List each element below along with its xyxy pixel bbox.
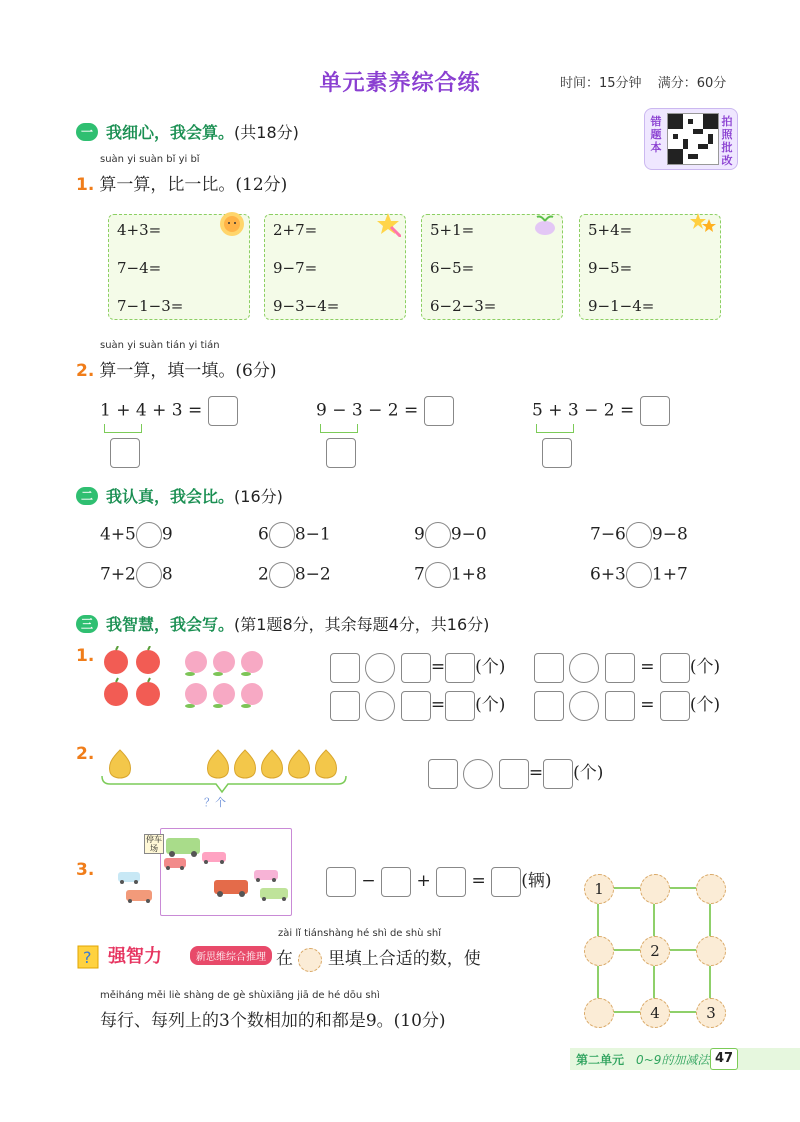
star-icon xyxy=(375,211,401,237)
compare-item xyxy=(100,522,173,548)
grid-node[interactable] xyxy=(696,936,726,966)
answer-box[interactable] xyxy=(436,867,466,897)
answer-box[interactable] xyxy=(208,396,238,426)
s3-q1-number: 1. xyxy=(76,646,95,666)
section2-header xyxy=(76,484,283,507)
equation-row: = (个) xyxy=(534,652,720,683)
calc-line: 6−5= xyxy=(430,259,475,277)
answer-box[interactable] xyxy=(326,867,356,897)
unit-label: (个) xyxy=(689,657,721,677)
q2-number: 2. xyxy=(76,361,95,381)
unknown-count-label: ？个 xyxy=(204,796,226,809)
apple-icon xyxy=(136,678,160,706)
pears-picture xyxy=(100,744,352,796)
compare-circle[interactable] xyxy=(626,522,652,548)
car-icon xyxy=(214,880,248,897)
grid-node[interactable]: 3 xyxy=(696,998,726,1028)
svg-text:?: ? xyxy=(83,948,92,967)
qr-right-text: 拍照批改 xyxy=(721,115,733,167)
compare-circle[interactable] xyxy=(269,562,295,588)
compare-item xyxy=(258,522,331,548)
expr-text: 1 + 4 + 3 = xyxy=(100,400,203,421)
q2-heading xyxy=(76,356,276,381)
compare-right: 9−8 xyxy=(651,524,688,545)
q1-heading xyxy=(76,170,287,195)
sun-icon xyxy=(219,211,245,237)
answer-box[interactable] xyxy=(428,759,458,789)
compare-right: 1+8 xyxy=(450,564,487,585)
compare-item xyxy=(414,562,487,588)
answer-box[interactable] xyxy=(534,653,564,683)
calc-line: 9−7= xyxy=(273,259,318,277)
apple-icon xyxy=(104,646,128,674)
equation-row: − + = (辆) xyxy=(326,866,551,897)
section2-points: (16分) xyxy=(234,487,283,506)
answer-box[interactable] xyxy=(445,653,475,683)
parking-sign: 停车场 xyxy=(146,835,162,853)
compare-left: 6+3 xyxy=(590,564,626,585)
compare-item xyxy=(590,562,688,588)
grid-node[interactable] xyxy=(696,874,726,904)
unit-label: (个) xyxy=(689,695,721,715)
compare-item xyxy=(590,522,688,548)
footer-unit: 第二单元 xyxy=(576,1053,625,1067)
stars-icon xyxy=(690,211,716,237)
page-footer xyxy=(570,1048,800,1070)
answer-box[interactable] xyxy=(660,691,690,721)
q2-text: 算一算，填一填。(6分) xyxy=(99,361,277,381)
calc-line: 5+4= xyxy=(588,221,633,239)
answer-box[interactable] xyxy=(605,691,635,721)
time-limit: 时间：15分钟 xyxy=(560,76,642,91)
calc-card-2 xyxy=(264,214,406,320)
q2-pinyin: suàn yi suàn tián yi tián xyxy=(100,340,220,351)
section1-header xyxy=(76,120,299,143)
answer-box[interactable] xyxy=(401,691,431,721)
section1-number: 一 xyxy=(76,123,98,141)
unit-label: (辆) xyxy=(521,871,552,891)
grid-node[interactable]: 1 xyxy=(584,874,614,904)
calc-card-3 xyxy=(421,214,563,320)
compare-circle[interactable] xyxy=(425,522,451,548)
equation-row: = (个) xyxy=(330,690,505,721)
operator-circle[interactable] xyxy=(569,691,599,721)
total-score: 满分：60分 xyxy=(657,76,727,91)
s3-q2-number: 2. xyxy=(76,744,95,764)
compare-circle[interactable] xyxy=(136,562,162,588)
compare-right: 8 xyxy=(161,564,173,585)
grid-node[interactable] xyxy=(584,936,614,966)
parking-lot-picture xyxy=(112,828,296,916)
q1-pinyin: suàn yi suàn bǐ yi bǐ xyxy=(100,154,200,165)
fill-expr-2 xyxy=(316,396,454,426)
compare-circle[interactable] xyxy=(626,562,652,588)
compare-left: 6 xyxy=(258,524,269,545)
fill-expr-3 xyxy=(532,396,670,426)
compare-left: 4+5 xyxy=(100,524,136,545)
grid-node[interactable] xyxy=(584,998,614,1028)
section2-number: 二 xyxy=(76,487,98,505)
page-title: 单元素养综合练 xyxy=(319,71,481,96)
answer-box[interactable] xyxy=(491,867,521,897)
section1-title: 我细心，我会算。 xyxy=(106,123,235,142)
calc-line: 7−1−3= xyxy=(117,297,184,315)
footer-topic: 0~9的加减法 xyxy=(636,1053,710,1067)
challenge-text-2: 每行、每列上的3个数相加的和都是9。(10分) xyxy=(100,1011,446,1031)
compare-right: 9 xyxy=(161,524,173,545)
expr-text: 9 − 3 − 2 = xyxy=(316,400,419,421)
challenge-pinyin-1: zài lǐ tiánshàng hé shì de shù shǐ xyxy=(278,928,442,939)
calc-line: 9−1−4= xyxy=(588,297,655,315)
answer-box[interactable] xyxy=(330,653,360,683)
s3-q3-number: 3. xyxy=(76,860,95,880)
q1-text: 算一算，比一比。(12分) xyxy=(99,175,288,195)
grid-node[interactable] xyxy=(640,874,670,904)
challenge-badge-text: 强智力 xyxy=(108,946,162,967)
operator-circle[interactable] xyxy=(463,759,493,789)
answer-box[interactable] xyxy=(330,691,360,721)
compare-left: 2 xyxy=(258,564,269,585)
car-icon xyxy=(202,852,226,864)
compare-circle[interactable] xyxy=(269,522,295,548)
equation-row: = (个) xyxy=(534,690,720,721)
grid-node[interactable]: 4 xyxy=(640,998,670,1028)
calc-line: 2+7= xyxy=(273,221,318,239)
section3-title: 我智慧，我会写。 xyxy=(106,615,235,634)
compare-right: 1+7 xyxy=(651,564,688,585)
compare-right: 9−0 xyxy=(450,524,487,545)
answer-box[interactable] xyxy=(381,867,411,897)
question-cube-icon xyxy=(76,940,104,970)
compare-left: 7+2 xyxy=(100,564,136,585)
apple-icon xyxy=(104,678,128,706)
section1-points: (共18分) xyxy=(234,123,299,142)
answer-box[interactable] xyxy=(542,438,572,468)
compare-item xyxy=(258,562,331,588)
unit-label: (个) xyxy=(573,763,604,783)
expr-text: 5 + 3 − 2 = xyxy=(532,400,635,421)
car-icon xyxy=(166,838,200,857)
sprout-icon xyxy=(532,211,558,237)
page-number: 47 xyxy=(710,1048,738,1070)
compare-circle[interactable] xyxy=(425,562,451,588)
unit-label: (个) xyxy=(475,657,506,677)
car-icon xyxy=(260,888,288,901)
compare-circle[interactable] xyxy=(136,522,162,548)
answer-box[interactable] xyxy=(605,653,635,683)
answer-box[interactable] xyxy=(499,759,529,789)
operator-circle[interactable] xyxy=(365,691,395,721)
bracket xyxy=(320,424,358,433)
operator-circle[interactable] xyxy=(569,653,599,683)
answer-box[interactable] xyxy=(543,759,573,789)
compare-left: 7−6 xyxy=(590,524,626,545)
compare-right: 8−1 xyxy=(294,524,331,545)
calc-card-1 xyxy=(108,214,250,320)
answer-box[interactable] xyxy=(445,691,475,721)
car-icon xyxy=(118,872,140,884)
calc-line: 9−5= xyxy=(588,259,633,277)
challenge-text-part: 里填上合适的数，使 xyxy=(327,949,481,969)
exam-meta xyxy=(560,72,738,91)
apples-peaches-picture xyxy=(100,646,270,712)
qr-left-text: 错题本 xyxy=(650,115,662,154)
answer-box[interactable] xyxy=(326,438,356,468)
challenge-text-1 xyxy=(276,944,481,972)
qr-panel[interactable] xyxy=(644,108,738,170)
answer-box[interactable] xyxy=(640,396,670,426)
answer-box[interactable] xyxy=(401,653,431,683)
answer-box[interactable] xyxy=(424,396,454,426)
calc-line: 9−3−4= xyxy=(273,297,340,315)
section3-header xyxy=(76,612,489,635)
compare-right: 8−2 xyxy=(294,564,331,585)
dashed-circle-icon xyxy=(298,948,322,972)
challenge-badge xyxy=(76,940,162,970)
bracket xyxy=(536,424,574,433)
calc-line: 5+1= xyxy=(430,221,475,239)
equation-row: = (个) xyxy=(330,652,505,683)
section3-number: 三 xyxy=(76,615,98,633)
compare-item xyxy=(100,562,173,588)
fill-expr-1 xyxy=(100,396,238,426)
compare-left: 7 xyxy=(414,564,425,585)
q1-number: 1. xyxy=(76,175,95,195)
challenge-text-part: 在 xyxy=(276,949,293,969)
section3-points: (第1题8分，其余每题4分，共16分) xyxy=(234,615,490,634)
section2-title: 我认真，我会比。 xyxy=(106,487,235,506)
challenge-tag: 新思维综合推理 xyxy=(190,946,272,965)
car-icon xyxy=(254,870,278,882)
compare-item xyxy=(414,522,487,548)
answer-box[interactable] xyxy=(110,438,140,468)
equation-row: = (个) xyxy=(428,758,603,789)
car-icon xyxy=(126,890,152,903)
compare-left: 9 xyxy=(414,524,425,545)
car-icon xyxy=(164,858,186,870)
calc-card-4 xyxy=(579,214,721,320)
bracket xyxy=(104,424,142,433)
answer-box[interactable] xyxy=(660,653,690,683)
calc-line: 4+3= xyxy=(117,221,162,239)
operator-circle[interactable] xyxy=(365,653,395,683)
grid-node[interactable]: 2 xyxy=(640,936,670,966)
answer-box[interactable] xyxy=(534,691,564,721)
unit-label: (个) xyxy=(475,695,506,715)
qr-code-icon[interactable] xyxy=(667,113,719,165)
apple-icon xyxy=(136,646,160,674)
challenge-pinyin-2: měiháng měi liè shàng de gè shùxiāng jiā de hé dōu shì xyxy=(100,990,380,1001)
calc-line: 6−2−3= xyxy=(430,297,497,315)
calc-line: 7−4= xyxy=(117,259,162,277)
